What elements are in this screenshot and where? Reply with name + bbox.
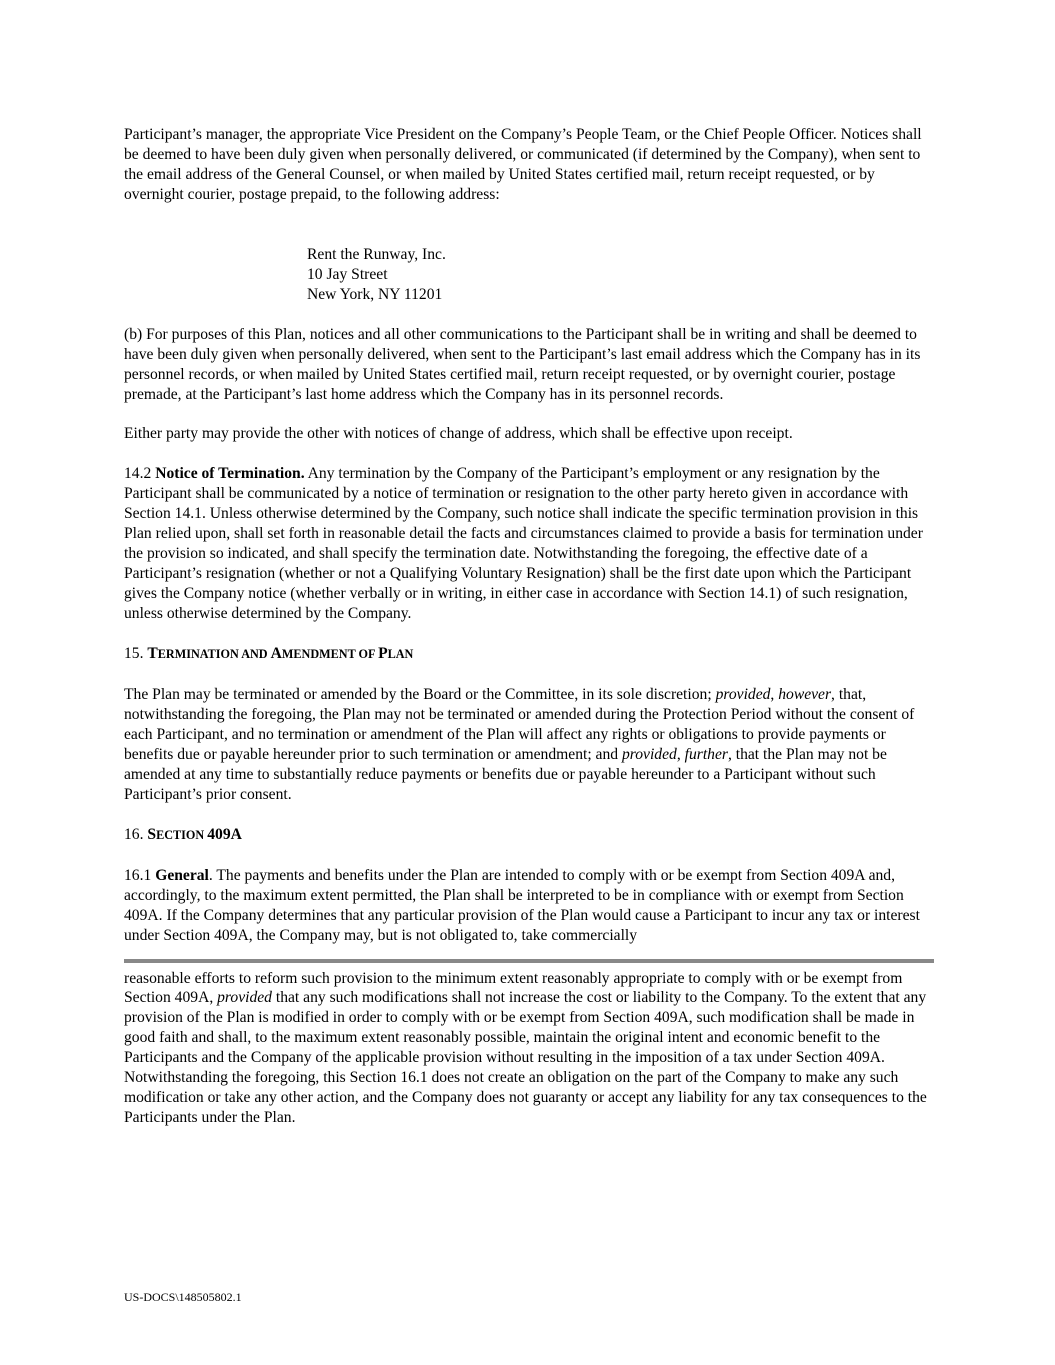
mailing-address — [307, 245, 934, 305]
section-16-1: 16.1 General. The payments and benefits under the Plan are intended to comply with or be exempt from Section 409A and, accordingly, to the maximum extent permitted, the Plan shall be interpreted to be in compliance with or exempt from Section 409A. If the Company determines that any particular provision of the Plan would cause a Participant to incur any tax or interest under Section 409A, the Company may, but is not obligated to, take commercially — [124, 866, 920, 944]
address-line-city: New York, NY 11201 — [307, 285, 443, 303]
intro-paragraph: Participant’s manager, the appropriate Vice President on the Company’s People Team, or the Chief People Officer. Notices shall be deemed to have been duly given when personally delivered, or communicated (if determined by the Company), when sent to the email address of the General Counsel, or when mailed by United States certified mail, return receipt requested, or by overnight courier, postage prepaid, to the following address: — [124, 126, 922, 203]
section-14-2 — [124, 464, 934, 624]
page-break-divider — [124, 959, 934, 963]
section-14-2-number: 14.2 — [124, 465, 156, 483]
address-line-street: 10 Jay Street — [307, 265, 388, 283]
section-15-body: The Plan may be terminated or amended by the Board or the Committee, in its sole discretion; provided, however, that, notwithstanding the foregoing, the Plan may not be terminated or amended during the Protection Period without the consent of each Participant, and no termination or amendment of the Plan will affect any rights or obligations to provide payments or benefits due or payable hereunder prior to such termination or amendment; and provided, further, that the Plan may not be amended at any time to substantially reduce payments or benefits due or payable hereunder to a Participant without such Participant’s prior consent. — [124, 686, 915, 803]
paragraph-b: (b) For purposes of this Plan, notices and all other communications to the Participant shall be in writing and shall be deemed to have been duly given when personally delivered, when sent to the Participant’s last email address which the Company has in its personnel records, or when mailed by United States certified mail, return receipt requested, or by overnight courier, postage premade, at the Participant’s last home address which the Company has in its personnel records. — [124, 325, 921, 403]
section-14-2-text: Any termination by the Company of the Participant’s employment or any resignation by the Participant shall be communicated by a notice of termination or resignation to the other party hereto given in accordance with Section 14.1. Unless otherwise determined by the Company, such notice shall indicate the specific termination provision in this Plan relied upon, shall set forth in reasonable detail the facts and circumstances claimed to provide a basis for termination under the provision so indicated, and shall specify the termination date. Notwithstanding the foregoing, the effective date of a Participant’s resignation (whether or not a Qualifying Voluntary Resignation) shall be the first date upon which the Participant gives the Company notice (whether verbally or in writing, in either case in accordance with Section 14.1) of such resignation, unless otherwise determined by the Company. — [124, 465, 923, 623]
paragraph-change-of-address: Either party may provide the other with notices of change of address, which shall be effective upon receipt. — [124, 425, 793, 443]
section-16-heading: 16. SECTION 409A — [124, 825, 242, 843]
section-16-1-continued: reasonable efforts to reform such provision to the minimum extent reasonably appropriate to comply with or be exempt from Section 409A, provided that any such modifications shall not increase the cost or liability to the Company. To the extent that any provision of the Plan is modified in order to comply with or be exempt from Section 409A, such modification shall be made in good faith and shall, to the maximum extent reasonably possible, maintain the original intent and economic benefit to the Participants and the Company of the applicable provision without resulting in the imposition of a tax under Section 409A. Notwithstanding the foregoing, this Section 16.1 does not create an obligation on the part of the Company to make any such modification or take any other action, and the Company does not guaranty or accept any liability for any tax consequences to the Participants under the Plan. — [124, 969, 927, 1127]
section-16-1-title: General — [155, 866, 209, 884]
section-14-2-title: Notice of Termination. — [155, 465, 305, 483]
document-id-footer: US-DOCS\148505802.1 — [124, 1290, 242, 1304]
address-line-company: Rent the Runway, Inc. — [307, 245, 446, 263]
section-15-heading: 15. TERMINATION AND AMENDMENT OF PLAN — [124, 645, 414, 663]
document-page — [124, 125, 934, 1128]
